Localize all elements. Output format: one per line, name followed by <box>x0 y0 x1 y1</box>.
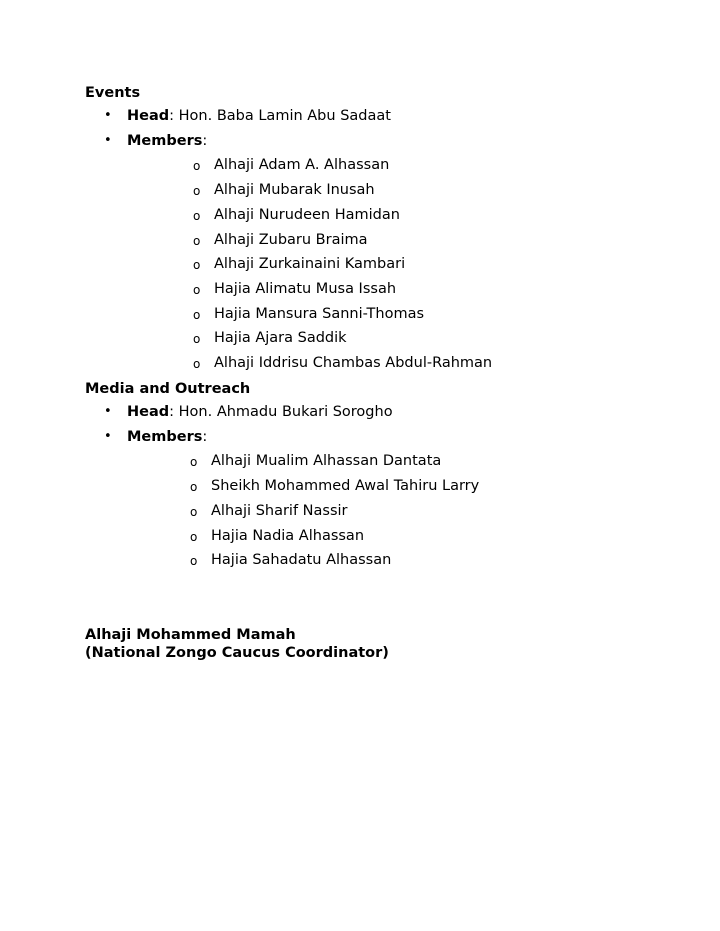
member-item: o Hajia Nadia Alhassan <box>127 524 479 549</box>
members-list <box>127 153 492 375</box>
signatory-title: (National Zongo Caucus Coordinator) <box>85 645 389 661</box>
head-name: : Hon. Baba Lamin Abu Sadaat <box>169 108 391 124</box>
member-item: o Alhaji Zurkainaini Kambari <box>127 252 492 277</box>
member-item: o Hajia Alimatu Musa Issah <box>127 277 492 302</box>
signatory-name: Alhaji Mohammed Mamah <box>85 627 296 643</box>
head-item <box>85 400 479 425</box>
member-item: o Alhaji Mualim Alhassan Dantata <box>127 449 479 474</box>
events-list <box>85 104 492 376</box>
section-title: Media and Outreach <box>85 381 251 397</box>
members-item <box>85 425 479 573</box>
head-name: : Hon. Ahmadu Bukari Sorogho <box>169 404 393 420</box>
media-list <box>85 400 479 573</box>
members-item <box>85 129 492 376</box>
member-item: o Alhaji Iddrisu Chambas Abdul-Rahman <box>127 351 492 376</box>
signature-block <box>85 626 389 662</box>
member-item: o Hajia Ajara Saddik <box>127 326 492 351</box>
member-item: o Alhaji Nurudeen Hamidan <box>127 203 492 228</box>
events-section <box>85 82 492 376</box>
head-label: Head <box>127 404 170 420</box>
member-item: o Alhaji Zubaru Braima <box>127 228 492 253</box>
head-label: Head <box>127 108 170 124</box>
members-label: Members <box>127 132 203 149</box>
members-list <box>127 449 479 573</box>
section-title: Events <box>85 85 141 101</box>
members-colon: : <box>202 132 208 149</box>
head-item <box>85 104 492 129</box>
member-item: o Alhaji Mubarak Inusah <box>127 178 492 203</box>
member-item: o Hajia Sahadatu Alhassan <box>127 548 479 573</box>
member-item: o Alhaji Sharif Nassir <box>127 499 479 524</box>
member-item: o Hajia Mansura Sanni-Thomas <box>127 302 492 327</box>
media-outreach-section <box>85 378 479 573</box>
members-colon: : <box>202 428 208 445</box>
members-label: Members <box>127 428 203 445</box>
member-item: o Alhaji Adam A. Alhassan <box>127 153 492 178</box>
member-item: o Sheikh Mohammed Awal Tahiru Larry <box>127 474 479 499</box>
